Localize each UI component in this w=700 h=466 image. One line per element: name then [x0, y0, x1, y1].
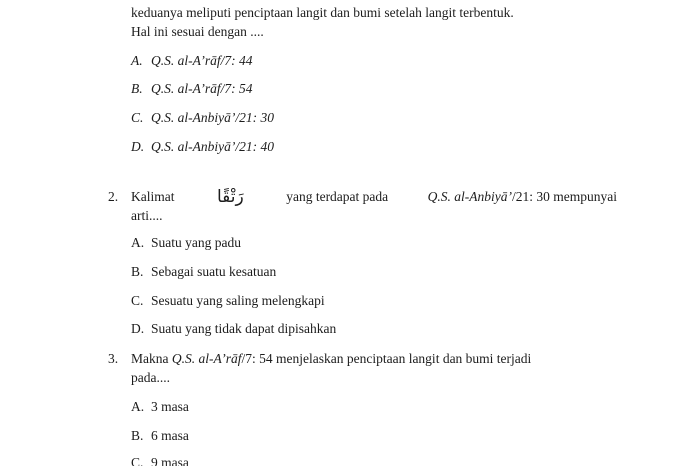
q3-stem-line-2: pada.... [131, 370, 170, 385]
q2-stem-mid: yang terdapat pada [286, 189, 389, 204]
q3-word-makna: Makna [131, 351, 169, 366]
q1-option-d [131, 138, 274, 156]
option-letter: C. [131, 455, 144, 466]
option-text: Q.S. al-A’rāf/7: 54 [151, 81, 253, 96]
q1-option-a [131, 52, 253, 70]
q1-stem-line-2: Hal ini sesuai dengan .... [131, 24, 264, 39]
q2-stem-line-1 [131, 188, 617, 206]
surah-reference: Q.S. al-Anbiyā’ [427, 189, 512, 204]
option-letter: A. [131, 399, 145, 414]
option-letter: C. [131, 293, 144, 308]
q3-option-c [131, 454, 189, 466]
q2-number: 2. [108, 189, 119, 204]
q2-option-a [131, 234, 241, 252]
option-text: Suatu yang tidak dapat dipisahkan [151, 321, 337, 336]
option-text: Q.S. al-Anbiyā’/21: 40 [151, 139, 274, 154]
option-letter: B. [131, 264, 144, 279]
option-text: 9 masa [151, 455, 189, 466]
option-text: 3 masa [151, 399, 189, 414]
surah-reference: Q.S. al-A’rāf [171, 351, 242, 366]
q2-option-d [131, 320, 336, 338]
q3-stem-rest: /7: 54 menjelaskan penciptaan langit dan bumi terjadi [241, 351, 532, 366]
q2-stem-ref [428, 188, 617, 206]
q3-stem-line-1 [131, 350, 531, 368]
option-text: Suatu yang padu [151, 235, 241, 250]
option-letter: B. [131, 81, 143, 96]
q2-word-kalimat: Kalimat [131, 189, 175, 204]
option-letter: A. [131, 53, 143, 68]
arabic-word: رَتْقًا [216, 187, 244, 207]
q1-stem-line-1: keduanya meliputi penciptaan langit dan bumi setelah langit terbentuk. [131, 5, 514, 20]
q2-stem-line-2: arti.... [131, 208, 163, 223]
q3-option-a [131, 398, 189, 416]
option-text: Q.S. al-Anbiyā’/21: 30 [151, 110, 274, 125]
option-text: Sesuatu yang saling melengkapi [151, 293, 325, 308]
option-letter: C. [131, 110, 144, 125]
q2-option-c [131, 292, 325, 310]
q3-number: 3. [108, 351, 119, 366]
option-text: Q.S. al-A’rāf/7: 44 [151, 53, 253, 68]
q3-option-b [131, 427, 189, 445]
option-letter: B. [131, 428, 144, 443]
option-text: 6 masa [151, 428, 189, 443]
option-letter: A. [131, 235, 145, 250]
q2-option-b [131, 263, 276, 281]
verse-reference: /21: 30 mempunyai [512, 189, 617, 204]
q1-option-c [131, 109, 274, 127]
q1-option-b [131, 80, 253, 98]
option-letter: D. [131, 321, 145, 336]
option-text: Sebagai suatu kesatuan [151, 264, 277, 279]
option-letter: D. [131, 139, 145, 154]
